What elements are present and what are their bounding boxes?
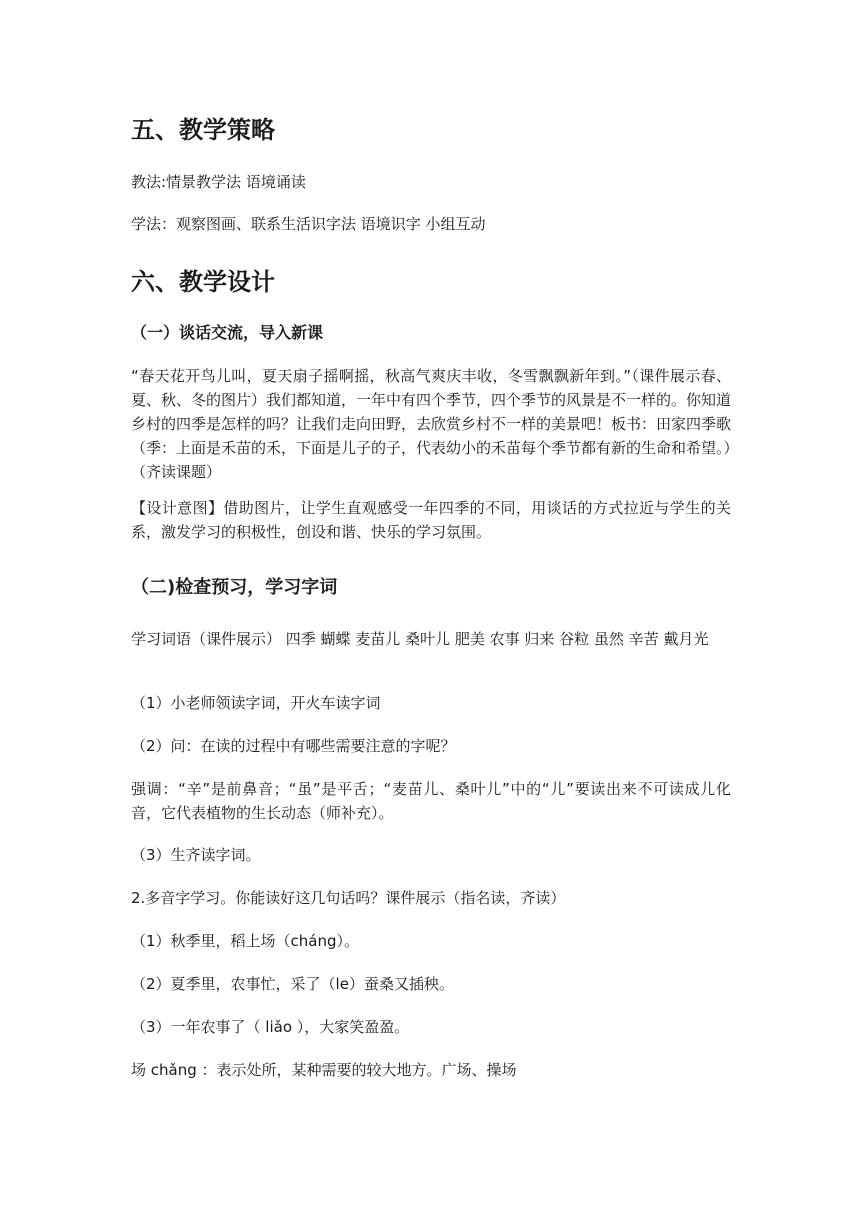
sentence1: （1）秋季里，稻上场（cháng）。 xyxy=(131,932,360,950)
step3-line: （3）生齐读字词。 xyxy=(131,846,261,864)
section-title-teaching-strategy: 五、教学策略 xyxy=(131,116,275,144)
chang-definition: 场 chǎng ：表示处所，某种需要的较大地方。广场、操场 xyxy=(131,1061,517,1079)
design-intent-paragraph: 【设计意图】借助图片，让学生直观感受一年四季的不同，用谈话的方式拉近与学生的关系，激发学习的积极性，创设和谐、快乐的学习氛围。 xyxy=(131,499,731,541)
step2-line: （2）问：在读的过程中有哪些需要注意的字呢？ xyxy=(131,737,456,755)
step1-line: （1）小老师领读字词，开火车读字词 xyxy=(131,694,381,712)
intro-paragraph: “春天花开鸟儿叫，夏天扇子摇啊摇，秋高气爽庆丰收，冬雪飘飘新年到。”（课件展示春、夏、秋、冬的图片）我们都知道，一年中有四个季节，四个季节的风景是不一样的。你知道乡村的四季是怎样的吗？让我们走向田野，去欣赏乡村不一样的美景吧！板书：田家四季歌（季：上面是禾苗的禾，下面是儿子的子，代表幼小的禾苗每个季节都有新的生命和希望。）（齐读课题） xyxy=(131,367,732,481)
part2-heading: （二)检查预习，学习字词 xyxy=(131,577,338,598)
polyphone-line: 2.多音字学习。你能读好这几句话吗？课件展示（指名读，齐读） xyxy=(131,889,566,907)
learning-methods: 学法：观察图画、联系生活识字法 语境识字 小组互动 xyxy=(131,215,486,233)
emphasis-paragraph: 强调：“辛”是前鼻音；“虽”是平舌；“麦苗儿、桑叶儿”中的“儿”要读出来不可读成儿化音，它代表植物的生长动态（师补充）。 xyxy=(131,780,731,822)
sentence2: （2）夏季里，农事忙，采了（le）蚕桑又插秧。 xyxy=(131,975,454,993)
part1-heading: （一）谈话交流，导入新课 xyxy=(131,323,324,342)
teaching-methods: 教法:情景教学法 语境诵读 xyxy=(131,173,306,191)
section-title-teaching-design: 六、教学设计 xyxy=(131,268,275,296)
vocab-paragraph: 学习词语（课件展示） 四季 蝴蝶 麦苗儿 桑叶儿 肥美 农事 归来 谷粒 虽然 辛苦 戴月光 xyxy=(131,630,709,648)
sentence3: （3）一年农事了（ liǎo ），大家笑盈盈。 xyxy=(131,1018,410,1036)
